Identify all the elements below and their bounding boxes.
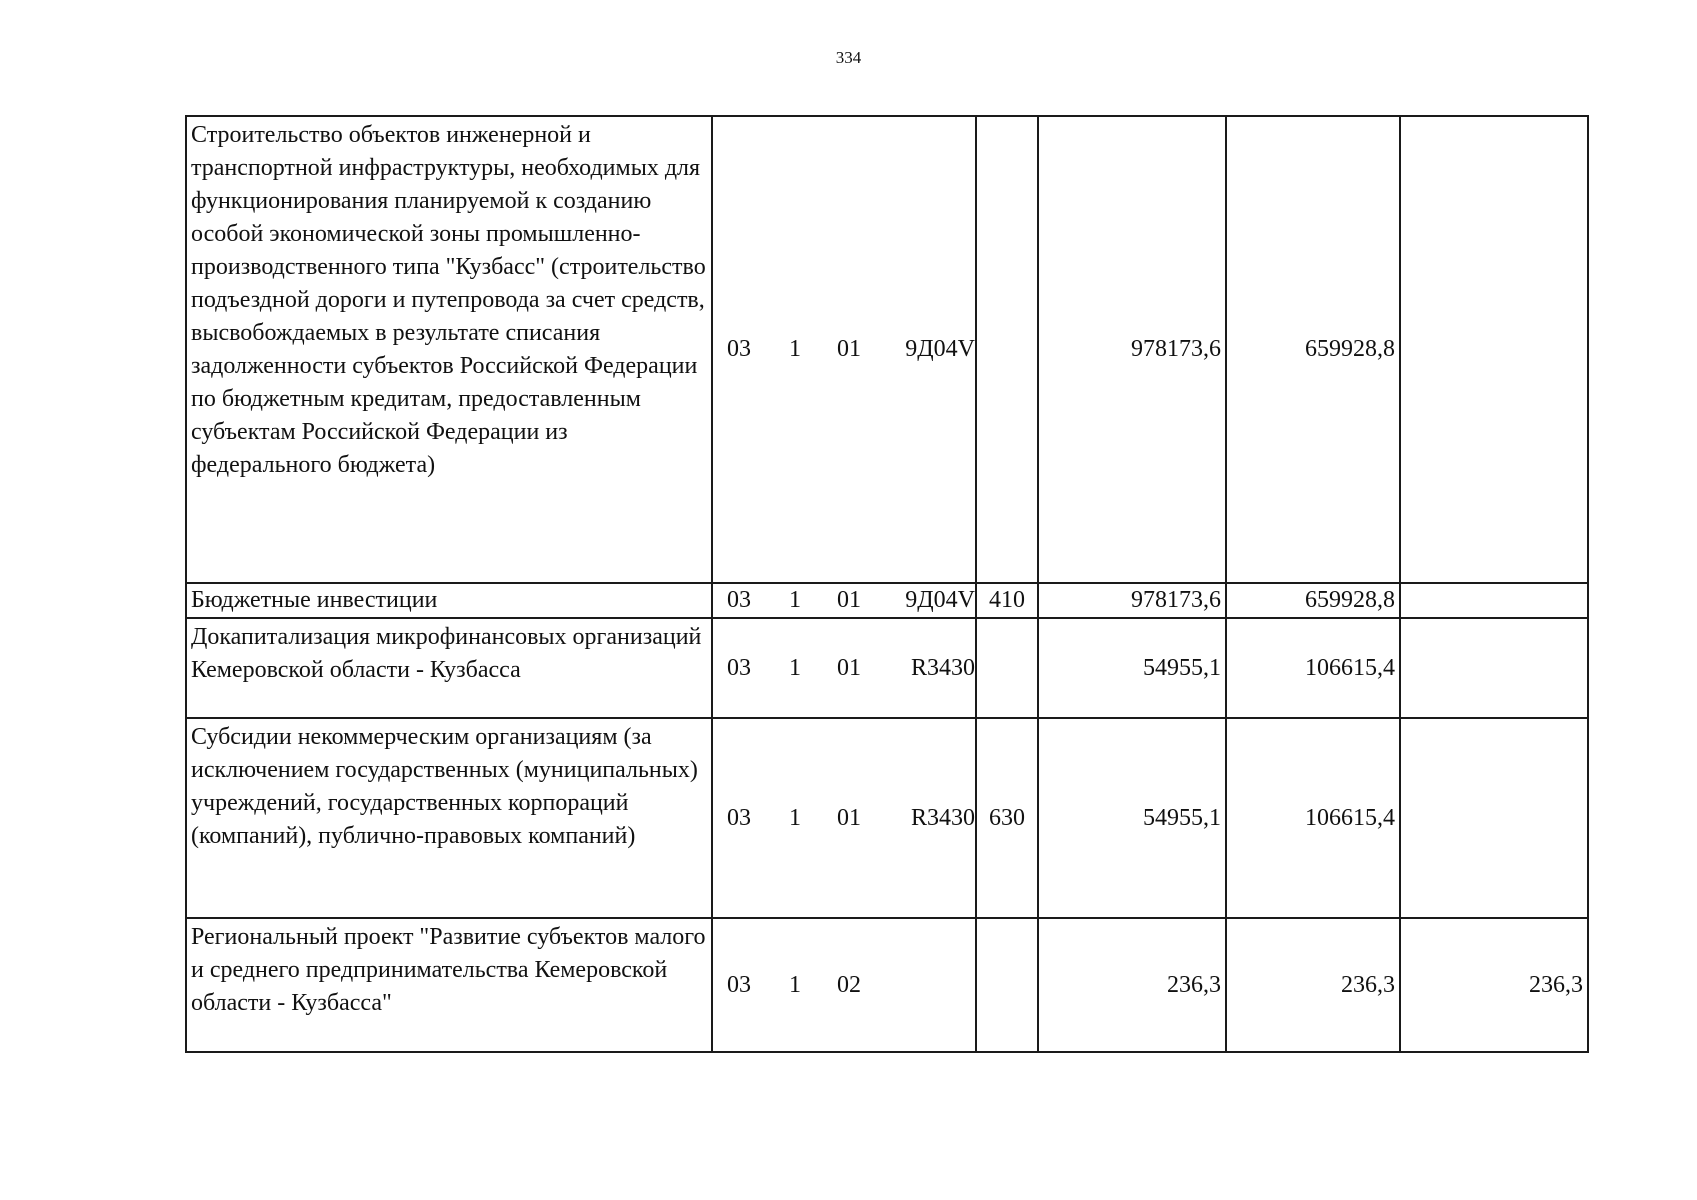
value-3 [1400, 718, 1588, 918]
value-1: 54955,1 [1038, 618, 1226, 718]
value-2: 659928,8 [1226, 116, 1400, 583]
value-2: 106615,4 [1226, 718, 1400, 918]
value-2: 106615,4 [1226, 618, 1400, 718]
subprogram-code: 01 [837, 587, 861, 613]
table-row [186, 918, 1588, 1052]
value-3: 236,3 [1400, 918, 1588, 1052]
budget-code-cell [712, 583, 976, 618]
subprogram-code: 01 [837, 804, 861, 831]
program-code: 1 [789, 804, 801, 831]
direction-code: R3430 [910, 654, 975, 681]
budget-code-cell [712, 116, 976, 583]
table-row [186, 618, 1588, 718]
budget-code-cell [712, 618, 976, 718]
value-1: 978173,6 [1038, 116, 1226, 583]
direction-code: R3430 [910, 804, 975, 831]
budget-table [185, 115, 1589, 1053]
page-number: 334 [835, 48, 862, 67]
value-2: 236,3 [1226, 918, 1400, 1052]
row-name: Субсидии некоммерческим организациям (за исключением государственных (муниципальных) учреждений, государственных корпораций (компаний), публично-правовых компаний) [186, 718, 712, 918]
program-code: 1 [789, 587, 801, 613]
value-3 [1400, 583, 1588, 618]
row-name: Бюджетные инвестиции [186, 583, 712, 618]
row-name: Докапитализация микрофинансовых организаций Кемеровской области - Кузбасса [186, 618, 712, 718]
subprogram-code: 02 [837, 971, 861, 998]
value-1: 978173,6 [1038, 583, 1226, 618]
expense-type-code [976, 116, 1038, 583]
direction-code: 9Д04V [905, 587, 975, 613]
value-3 [1400, 116, 1588, 583]
table-row [186, 583, 1588, 618]
subprogram-code: 01 [837, 336, 861, 362]
section-code: 03 [727, 804, 751, 831]
expense-type-code: 630 [976, 718, 1038, 918]
program-code: 1 [789, 971, 801, 998]
table-row [186, 718, 1588, 918]
section-code: 03 [727, 587, 751, 613]
budget-code-cell [712, 718, 976, 918]
program-code: 1 [789, 336, 801, 362]
row-name: Строительство объектов инженерной и транспортной инфраструктуры, необходимых для функционирования планируемой к созданию особой экономической зоны промышленно-производственного типа "Кузбасс" (строительство подъездной дороги и путепровода за счет средств, высвобождаемых в результате списания задолженности субъектов Российской Федерации по бюджетным кредитам, предоставленным субъектам Российской Федерации из федерального бюджета) [186, 116, 712, 583]
expense-type-code [976, 918, 1038, 1052]
section-code: 03 [727, 336, 751, 362]
row-name: Региональный проект "Развитие субъектов малого и среднего предпринимательства Кемеровской области - Кузбасса" [186, 918, 712, 1052]
subprogram-code: 01 [837, 654, 861, 681]
section-code: 03 [727, 654, 751, 681]
value-1: 236,3 [1038, 918, 1226, 1052]
expense-type-code: 410 [976, 583, 1038, 618]
expense-type-code [976, 618, 1038, 718]
value-1: 54955,1 [1038, 718, 1226, 918]
table-row [186, 116, 1588, 583]
budget-code-cell [712, 918, 976, 1052]
program-code: 1 [789, 654, 801, 681]
value-2: 659928,8 [1226, 583, 1400, 618]
direction-code: 9Д04V [905, 336, 975, 362]
section-code: 03 [727, 971, 751, 998]
value-3 [1400, 618, 1588, 718]
